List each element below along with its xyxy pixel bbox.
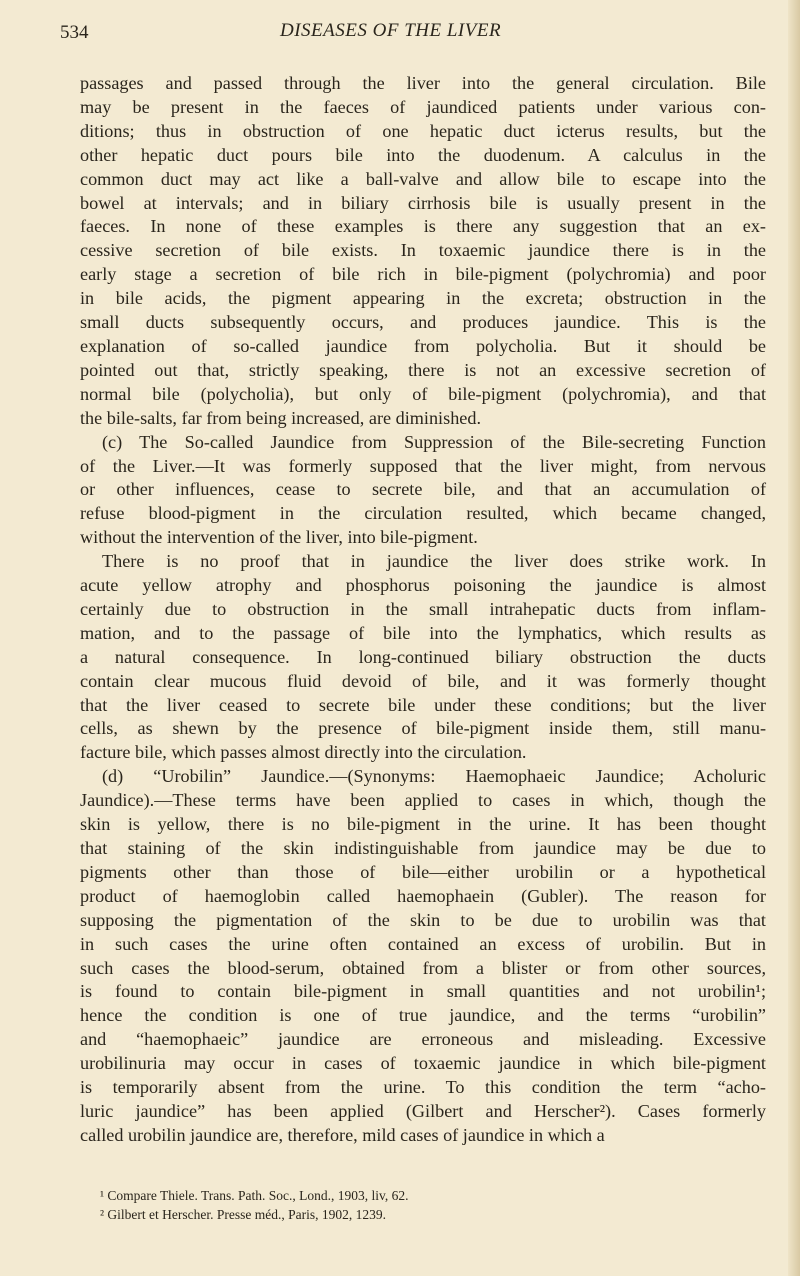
- text-line: urobilinuria may occur in cases of toxaemic jaundice in which bile-pigment: [80, 1053, 766, 1074]
- text-line: explanation of so-called jaundice from polycholia. But it should be: [80, 335, 766, 356]
- text-line: acute yellow atrophy and phosphorus poisoning the jaundice is almost: [80, 575, 766, 596]
- text-line: passages and passed through the liver into the general circulation. Bile: [80, 73, 766, 93]
- text-line: common duct may act like a ball-valve and allow bile to escape into the: [80, 168, 766, 189]
- running-head: DISEASES OF THE LIVER: [280, 20, 502, 41]
- text-line: product of haemoglobin called haemophaein (Gubler). The reason for: [80, 885, 766, 906]
- page-number: 534: [60, 22, 89, 43]
- text-line: normal bile (polycholia), but only of bile-pigment (polychromia), and that: [80, 383, 766, 404]
- text-line: refuse blood-pigment in the circulation resulted, which became changed,: [80, 503, 766, 524]
- text-line: early stage a secretion of bile rich in bile-pigment (polychromia) and poor: [80, 264, 766, 285]
- text-line: (d) “Urobilin” Jaundice.—(Synonyms: Haemophaeic Jaundice; Acholuric: [102, 766, 766, 787]
- text-line: cessive secretion of bile exists. In toxaemic jaundice there is in the: [80, 240, 766, 261]
- text-line: is found to contain bile-pigment in small quantities and not urobilin¹;: [80, 981, 766, 1002]
- footnote: ¹ Compare Thiele. Trans. Path. Soc., Lond., 1903, liv, 62.: [100, 1188, 409, 1203]
- text-line: in such cases the urine often contained an excess of urobilin. But in: [80, 933, 766, 954]
- text-line: bowel at intervals; and in biliary cirrhosis bile is usually present in the: [80, 192, 766, 213]
- text-line: ditions; thus in obstruction of one hepatic duct icterus results, but the: [80, 120, 766, 141]
- page-header: [0, 18, 800, 48]
- text-line: other hepatic duct pours bile into the duodenum. A calculus in the: [80, 144, 766, 165]
- text-line: mation, and to the passage of bile into the lymphatics, which results as: [80, 622, 766, 643]
- text-line: such cases the blood-serum, obtained from a blister or from other sources,: [80, 957, 766, 978]
- text-line: called urobilin jaundice are, therefore, mild cases of jaundice in which a: [80, 1124, 605, 1145]
- text-line: that the liver ceased to secrete bile under these conditions; but the liver: [80, 694, 766, 715]
- text-line: small ducts subsequently occurs, and produces jaundice. This is the: [80, 312, 766, 333]
- text-line: supposing the pigmentation of the skin to be due to urobilin was that: [80, 909, 766, 930]
- text-line: hence the condition is one of true jaundice, and the terms “urobilin”: [80, 1005, 766, 1026]
- text-line: of the Liver.—It was formerly supposed that the liver might, from nervous: [80, 455, 766, 476]
- text-line: (c) The So-called Jaundice from Suppression of the Bile-secreting Function: [102, 431, 766, 452]
- text-line: certainly due to obstruction in the small intrahepatic ducts from inflam-: [80, 598, 766, 619]
- text-line: Jaundice).—These terms have been applied to cases in which, though the: [80, 790, 766, 811]
- text-line: may be present in the faeces of jaundiced patients under various con-: [80, 96, 766, 117]
- text-line: and “haemophaeic” jaundice are erroneous and misleading. Excessive: [80, 1029, 766, 1050]
- text-line: that staining of the skin indistinguishable from jaundice may be due to: [80, 838, 766, 858]
- text-line: There is no proof that in jaundice the liver does strike work. In: [102, 551, 766, 572]
- text-line: cells, as shewn by the presence of bile-pigment inside them, still manu-: [80, 718, 766, 739]
- text-line: faeces. In none of these examples is there any suggestion that an ex-: [80, 216, 766, 237]
- page-edge-shadow: [788, 0, 800, 1276]
- text-line: pigments other than those of bile—either urobilin or a hypothetical: [80, 861, 766, 882]
- text-line: pointed out that, strictly speaking, there is not an excessive secretion of: [80, 359, 766, 380]
- text-line: skin is yellow, there is no bile-pigment in the urine. It has been thought: [80, 814, 766, 835]
- footnote: ² Gilbert et Herscher. Presse méd., Paris, 1902, 1239.: [100, 1207, 386, 1222]
- text-line: is temporarily absent from the urine. To this condition the term “acho-: [80, 1077, 766, 1098]
- text-line: contain clear mucous fluid devoid of bile, and it was formerly thought: [80, 670, 766, 691]
- text-line: in bile acids, the pigment appearing in the excreta; obstruction in the: [80, 288, 766, 309]
- text-line: or other influences, cease to secrete bile, and that an accumulation of: [80, 479, 766, 500]
- text-line: facture bile, which passes almost directly into the circulation.: [80, 742, 527, 763]
- body-text: [80, 72, 766, 1148]
- text-line: the bile-salts, far from being increased, are diminished.: [80, 407, 481, 428]
- text-line: a natural consequence. In long-continued biliary obstruction the ducts: [80, 646, 766, 667]
- footnotes: [100, 1186, 760, 1224]
- text-line: luric jaundice” has been applied (Gilbert and Herscher²). Cases formerly: [80, 1100, 766, 1121]
- text-line: without the intervention of the liver, into bile-pigment.: [80, 527, 478, 548]
